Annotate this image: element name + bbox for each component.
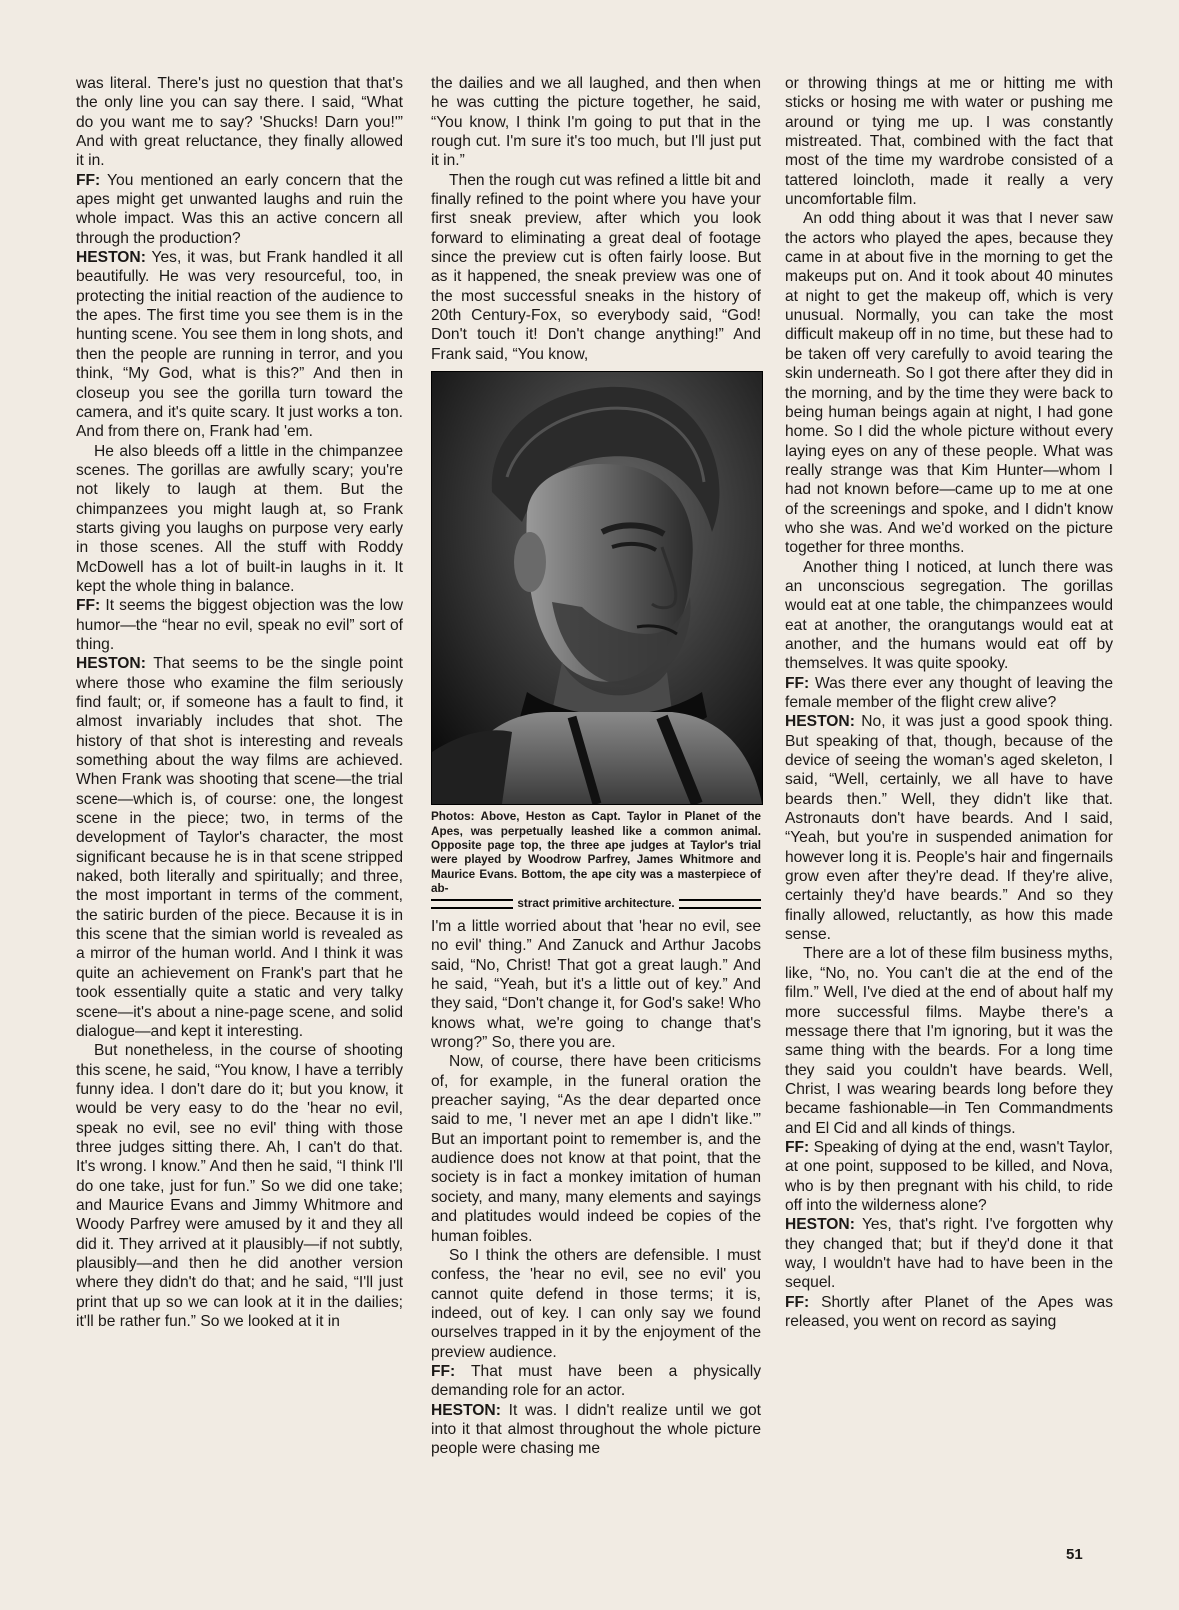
speaker-label: HESTON:: [76, 655, 146, 673]
paragraph-text: Another thing I noticed, at lunch there was an unconscious segregation. The gorillas would eat at one table, the chimpanzees would eat at another, the orangutangs would eat at another, and the humans would eat off by themselves. It was quite spooky.: [785, 558, 1113, 673]
paragraph-text: or throwing things at me or hitting me with sticks or hosing me with water or pushing me around or tying me up. I was constantly mistreated. That, combined with the fact that most of the time my wardrobe consisted of a tattered loincloth, made it really a very uncomfortable film.: [785, 75, 1113, 209]
speaker-label: HESTON:: [785, 1216, 855, 1234]
article-paragraph: [785, 558, 1113, 674]
photo-caption-end-line: [431, 897, 761, 911]
photo-caption-text: Photos: Above, Heston as Capt. Taylor in Planet of the Apes, was perpetually leashed like a common animal. Opposite page top, the three ape judges at Taylor's trial were played by Woodrow Parfrey, James Whitmore and Maurice Evans. Bottom, the ape city was a masterpiece of ab-: [431, 810, 761, 896]
column-3: [785, 74, 1113, 1331]
article-paragraph: [431, 1246, 761, 1362]
article-paragraph: [76, 171, 403, 248]
page-number: 51: [1066, 1546, 1083, 1563]
article-paragraph: [431, 1362, 761, 1401]
article-paragraph: [431, 1401, 761, 1459]
article-paragraph: [431, 1052, 761, 1245]
article-paragraph: [785, 944, 1113, 1137]
heston-portrait-photo: [431, 371, 763, 805]
article-paragraph: [76, 74, 403, 171]
paragraph-text: Speaking of dying at the end, wasn't Taylor, at one point, supposed to be killed, and Nova, who is by then pregnant with his child, to ride off into the wilderness alone?: [785, 1138, 1113, 1214]
paragraph-text: Yes, that's right. I've forgotten why they changed that; but if they'd done it that way, I wouldn't have had to have been in the sequel.: [785, 1216, 1113, 1292]
caption-rule-left: [431, 899, 513, 909]
article-paragraph: [785, 74, 1113, 209]
paragraph-text: You mentioned an early concern that the apes might get unwanted laughs and ruin the whole impact. Was this an active concern all through the production?: [76, 171, 403, 247]
article-paragraph: [76, 1041, 403, 1331]
article-paragraph: [785, 1138, 1113, 1215]
paragraph-text: So I think the others are defensible. I must confess, the 'hear no evil, see no evil' you cannot quite defend in those terms; it is, indeed, out of key. I can only say we found ourselves trapped in it by the enjoyment of the preview audience.: [431, 1246, 761, 1361]
paragraph-text: But nonetheless, in the course of shooting this scene, he said, “You know, I have a terribly funny idea. I don't dare do it; but you know, it would be very easy to do the 'hear no evil, speak no evil, see no evil' thing with those three judges sitting there. Ah, I can't do that. It's wrong. I know.” And then he said, “I think I'll do one take, just for fun.” So we did one take; and Maurice Evans and Jimmy Whitmore and Woody Parfrey were amused by it and they all did it. They arrived at it plausibly—if not subtly, plausibly—and then he did another version where they didn't do that; and he said, “I'll just print that up so we can look at it in the dailies; it'll be rather fun.” So we looked at it in: [76, 1042, 403, 1330]
paragraph-text: No, it was just a good spook thing. But speaking of that, though, because of the device of seeing the woman's aged skeleton, I said, “Well, certainly, we all have to have beards then.” Well, they didn't like that. Astronauts don't have beards. And I said, “Yeah, but you're in suspended animation for however long it is. People's hair and fingernails grow even after they're dead. If they're alive, certainly they'd have beards.” And so they finally allowed, reluctantly, as how this made sense.: [785, 713, 1113, 944]
column-2: [431, 74, 761, 1459]
paragraph-text: Yes, it was, but Frank handled it all beautifully. He was very resourceful, too, in protecting the initial reaction of the audience to the apes. The first time you see them is in the hunting scene. You see them in long shots, and then the people are running in terror, and you think, “My God, what is this?” And then in closeup you see the gorilla turn toward the camera, and it's quite scary. It just works a ton. And from there on, Frank had 'em.: [76, 249, 403, 441]
article-paragraph: [785, 1215, 1113, 1292]
speaker-label: FF:: [431, 1362, 456, 1380]
paragraph-text: An odd thing about it was that I never saw the actors who played the apes, because they came in at about five in the morning to get the makeups put on. And it took about 40 minutes at night to get the makeup off, which is very unusual. Normally, you can take the most difficult makeup off in no time, but these had to be taken off very carefully to avoid tearing the skin underneath. So I got there after they did in the morning, and by the time they were back to being human beings again at night, I had gone home. So I did the whole picture without every laying eyes on any of these people. What was really strange was that Kim Hunter—whom I had not known before—came up to me at one of the screenings and spoke, and I didn't know who she was. And we'd worked on the picture together for three months.: [785, 210, 1113, 557]
speaker-label: HESTON:: [785, 713, 855, 731]
speaker-label: FF:: [785, 1138, 810, 1156]
photo-caption: [431, 810, 761, 911]
portrait-illustration: [432, 372, 762, 804]
paragraph-text: the dailies and we all laughed, and then when he was cutting the picture together, he said, “You know, I think I'm going to put that in the rough cut. I'm sure it's too much, but I'll just put it in.”: [431, 75, 761, 170]
speaker-label: HESTON:: [431, 1401, 501, 1419]
speaker-label: FF:: [76, 171, 101, 189]
paragraph-text: He also bleeds off a little in the chimpanzee scenes. The gorillas are awfully scary; you're not likely to laugh at them. But the chimpanzees you might laugh at, so Frank starts giving you laughs on purpose very early in those scenes. All the stuff with Roddy McDowell has a lot of built-in laughs in it. It kept the whole thing in balance.: [76, 442, 403, 595]
article-paragraph: [785, 674, 1113, 713]
paragraph-text: was literal. There's just no question that that's the only line you can say there. I said, “What do you want me to say? 'Shucks! Darn you!'” And with great reluctance, they finally allowed it in.: [76, 75, 403, 170]
photo-block: [431, 371, 761, 911]
column-1: [76, 74, 403, 1331]
article-paragraph: [76, 442, 403, 597]
article-paragraph: [76, 654, 403, 1041]
paragraph-text: Now, of course, there have been criticisms of, for example, in the funeral oration the preacher saying, “As the dear departed once said to me, 'I never met an ape I didn't like.'” But an important point to remember is, and the audience does not know at that point, that the society is in fact a monkey imitation of human society, and many, many elements and sayings and platitudes would indeed be copies of the human foibles.: [431, 1053, 761, 1245]
article-paragraph: [76, 596, 403, 654]
paragraph-text: That must have been a physically demanding role for an actor.: [431, 1362, 761, 1400]
article-paragraph: [785, 209, 1113, 557]
article-paragraph: [431, 171, 761, 364]
column-2-top-text: [431, 74, 761, 364]
photo-caption-end-text: stract primitive architecture.: [517, 896, 675, 910]
paragraph-text: It was. I didn't realize until we got into it that almost throughout the whole picture people were chasing me: [431, 1401, 761, 1458]
article-paragraph: [785, 712, 1113, 944]
caption-rule-right: [679, 899, 761, 909]
article-paragraph: [76, 248, 403, 441]
paragraph-text: It seems the biggest objection was the low humor—the “hear no evil, speak no evil” sort of thing.: [76, 597, 403, 653]
column-2-bottom-text: [431, 917, 761, 1459]
article-paragraph: [431, 74, 761, 171]
speaker-label: FF:: [785, 674, 810, 692]
article-paragraph: [431, 917, 761, 1052]
article-paragraph: [785, 1293, 1113, 1332]
paragraph-text: There are a lot of these film business myths, like, “No, no. You can't die at the end of the film.” Well, I've died at the end of about half my more successful films. Maybe there's a message there that I'm ignoring, but it was the same thing with the beards. For a long time they said you couldn't have beards. Well, Christ, I was wearing beards long before they became fashionable—in Ten Commandments and El Cid and all kinds of things.: [785, 945, 1113, 1137]
speaker-label: HESTON:: [76, 249, 146, 267]
paragraph-text: I'm a little worried about that 'hear no evil, see no evil' thing.” And Zanuck and Arthur Jacobs said, “No, Christ! That got a great laugh.” And he said, “Yeah, but it's a little out of key.” And they said, “Don't change it, for God's sake! Who knows what, we're going to change that's wrong?” So, there you are.: [431, 918, 761, 1052]
paragraph-text: Was there ever any thought of leaving the female member of the flight crew alive?: [785, 674, 1113, 711]
speaker-label: FF:: [76, 597, 101, 615]
paragraph-text: Shortly after Planet of the Apes was released, you went on record as saying: [785, 1293, 1113, 1330]
paragraph-text: That seems to be the single point where those who examine the film seriously find fault; or, if someone has a fault to find, it almost invariably includes that shot. The history of that shot is interesting and reveals something about the way films are achieved. When Frank was shooting that scene—the trial scene—which is, of course: one, the longest scene in the piece; two, in terms of the development of Taylor's character, the most significant because he is in that scene stripped naked, both literally and spiritually; and three, the most important in terms of the comment, the satiric burden of the piece. Because it is in this scene that the simian world is revealed as a mirror of the human world. And I think it was quite an achievement on Frank's part that he took essentially quite a static and very talky scene—it's about a nine-page scene, and solid dialogue—and kept it interesting.: [76, 655, 403, 1040]
paragraph-text: Then the rough cut was refined a little bit and finally refined to the point where you have your first sneak preview, after which you look forward to eliminating a great deal of footage since the preview cut is often fairly loose. But as it happened, the sneak preview was one of the most successful sneaks in the history of 20th Century-Fox, so everybody said, “God! Don't touch it! Don't change anything!” And Frank said, “You know,: [431, 171, 761, 363]
speaker-label: FF:: [785, 1293, 810, 1311]
